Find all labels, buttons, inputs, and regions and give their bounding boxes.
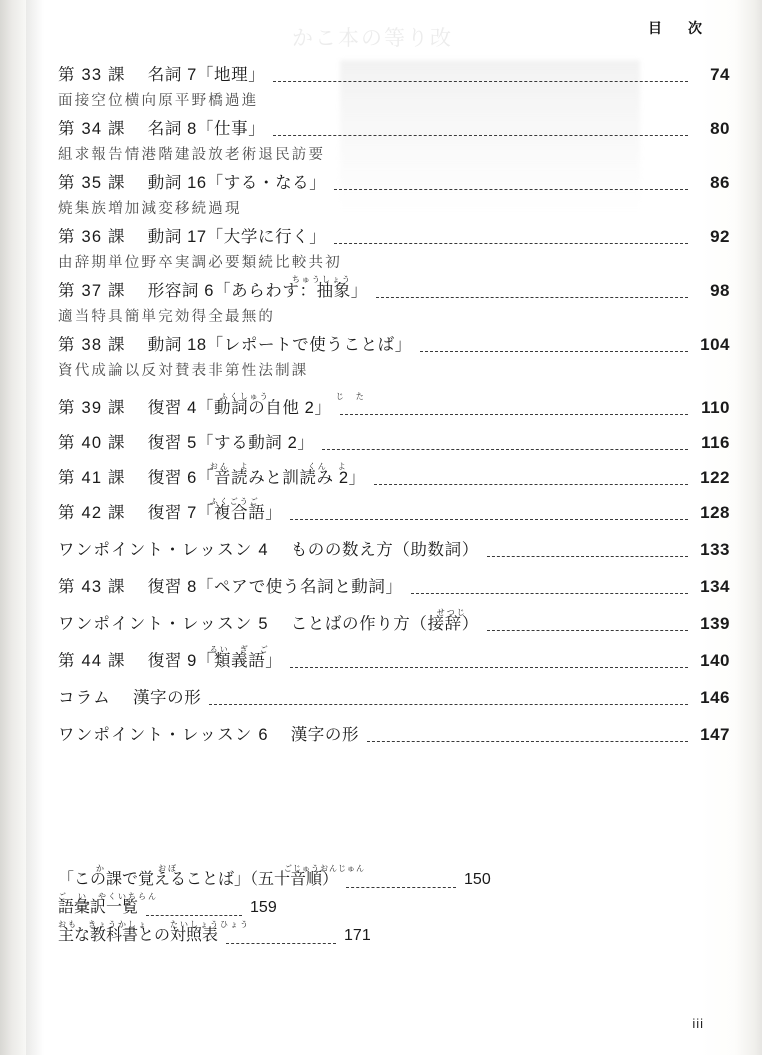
leader-dots — [487, 555, 688, 557]
toc-entry-title: 動詞 18「レポートで使うことば」 — [147, 336, 412, 354]
toc-lesson-number: 第 34 課 — [58, 120, 126, 138]
backmatter-label-text: 語彙訳一覧 — [58, 899, 139, 916]
backmatter-entry[interactable] — [58, 922, 730, 950]
toc-entry[interactable] — [58, 685, 730, 711]
toc-entry[interactable] — [58, 224, 730, 272]
toc-page-number: 74 — [710, 65, 730, 84]
toc-entry-title: ものの数え方（助数詞） — [290, 541, 479, 559]
toc-entry-title — [147, 392, 366, 421]
furigana: おも — [58, 920, 78, 929]
furigana: ふくごうご — [209, 497, 260, 506]
toc-entry-kanji-list: 由辞期単位野卒実調必要類続比較共初 — [58, 255, 342, 271]
toc-entry-title-text: 復習 7「複合語」 — [147, 504, 283, 522]
leader-dots — [290, 666, 688, 668]
toc-lesson-number: 第 38 課 — [58, 336, 126, 354]
backmatter-entry[interactable] — [58, 866, 730, 894]
toc-entry-title-text: ことばの作り方（接辞） — [290, 615, 479, 633]
toc-lesson-number: 第 33 課 — [58, 66, 126, 84]
toc-entry-kanji-list: 焼集族増加減変移続過現 — [58, 201, 242, 217]
toc-entry-kanji-list: 資代成論以反対賛表非第性法制課 — [58, 363, 309, 379]
toc-entry[interactable] — [58, 537, 730, 563]
toc-lesson-number: 第 39 課 — [58, 399, 126, 417]
section-spacer — [58, 386, 730, 395]
toc-lesson-number: ワンポイント・レッスン 4 — [58, 541, 269, 559]
toc-entry[interactable] — [58, 645, 730, 674]
furigana: おん よ — [209, 462, 250, 471]
toc-entry[interactable] — [58, 430, 730, 456]
toc-entry[interactable] — [58, 497, 730, 526]
backmatter-list — [58, 866, 730, 950]
toc-lesson-number: 第 40 課 — [58, 434, 126, 452]
toc-entry[interactable] — [58, 574, 730, 600]
toc-lesson-number: 第 41 課 — [58, 469, 126, 487]
leader-dots — [273, 134, 688, 136]
toc-entry-title: 動詞 16「する・なる」 — [147, 174, 327, 192]
backmatter-page-number: 159 — [250, 899, 277, 916]
leader-dots — [376, 296, 688, 298]
toc-page-number: 133 — [700, 540, 730, 559]
furigana: たいしょうひょう — [170, 920, 250, 929]
furigana: か — [96, 864, 106, 873]
toc-entry-title-text: 復習 6「音読みと訓読み 2」 — [147, 469, 366, 487]
leader-dots — [334, 242, 688, 244]
furigana: きょうかしょ — [88, 920, 148, 929]
leader-dots — [487, 629, 688, 631]
toc-lesson-number: 第 35 課 — [58, 174, 126, 192]
leader-dots — [226, 942, 336, 944]
furigana: ふくしゅう — [219, 392, 270, 401]
leader-dots — [346, 886, 456, 888]
leader-dots — [420, 350, 688, 352]
toc-entry-title: 復習 5「する動詞 2」 — [147, 434, 315, 452]
toc-entry-title — [147, 645, 283, 674]
toc-lesson-number: ワンポイント・レッスン 5 — [58, 615, 269, 633]
toc-entry[interactable] — [58, 392, 730, 421]
leader-dots — [290, 518, 688, 520]
toc-entry[interactable] — [58, 462, 730, 491]
backmatter-page-number: 150 — [464, 871, 491, 888]
furigana: せつじ — [436, 608, 467, 617]
toc-entry-title — [290, 608, 479, 637]
toc-entry-title: 漢字の形 — [290, 726, 360, 744]
toc-entry-title: 名詞 7「地理」 — [147, 66, 266, 84]
toc-entry-title: 名詞 8「仕事」 — [147, 120, 266, 138]
page-spine-shading — [0, 0, 26, 1055]
toc-entry-title-text: 形容詞 6「あらわす：抽象」 — [147, 282, 368, 300]
leader-dots — [322, 448, 688, 450]
toc-entry[interactable] — [58, 116, 730, 164]
page-content — [40, 0, 730, 1055]
toc-entry-kanji-list: 適当特具簡単完効得全最無的 — [58, 309, 276, 325]
toc-lesson-number: 第 37 課 — [58, 282, 126, 300]
toc-page-number: 104 — [700, 335, 730, 354]
leader-dots — [273, 80, 688, 82]
toc-page-number: 122 — [700, 468, 730, 487]
toc-lesson-number: 第 43 課 — [58, 578, 126, 596]
toc-page-number: 116 — [701, 433, 730, 452]
toc-entry[interactable] — [58, 170, 730, 218]
leader-dots — [209, 703, 688, 705]
toc-page-number: 139 — [700, 614, 730, 633]
toc-entry-kanji-list: 面接空位横向原平野橋過進 — [58, 93, 259, 109]
toc-entry-kanji-list: 組求報告情港階建設放老術退民訪要 — [58, 147, 326, 163]
furigana: るい ぎ ご — [209, 645, 270, 654]
backmatter-label — [58, 920, 250, 950]
backmatter-entry[interactable] — [58, 894, 730, 922]
bleed-through-text: かこ本の等り改 — [292, 27, 453, 50]
toc-page-number: 92 — [710, 227, 730, 246]
toc-entry-title: 動詞 17「大学に行く」 — [147, 228, 327, 246]
leader-dots — [374, 483, 688, 485]
toc-page-number: 98 — [710, 281, 730, 300]
backmatter-label-text: 主な教科書との対照表 — [58, 927, 219, 944]
furigana: くん よ — [307, 462, 348, 471]
toc-lesson-number: 第 42 課 — [58, 504, 126, 522]
leader-dots — [411, 592, 688, 594]
toc-entry-title — [147, 497, 283, 526]
toc-page-number: 134 — [700, 577, 730, 596]
backmatter-label-text: 「この課で覚えることば」（五十音順） — [58, 871, 339, 888]
backmatter-page-number: 171 — [344, 927, 371, 944]
leader-dots — [367, 740, 688, 742]
folio-page-number: iii — [692, 1016, 704, 1031]
furigana: おぼ — [158, 864, 178, 873]
toc-page-number: 140 — [700, 651, 730, 670]
toc-entry-title — [147, 275, 368, 304]
toc-entry-title-text: 復習 4「動詞の自他 2」 — [147, 399, 332, 417]
toc-page-number: 128 — [700, 503, 730, 522]
toc-entry[interactable] — [58, 332, 730, 380]
table-of-contents — [58, 62, 730, 749]
page-title: 目 次 — [648, 20, 708, 36]
toc-page-number: 80 — [710, 119, 730, 138]
toc-entry-title: 漢字の形 — [132, 689, 202, 707]
leader-dots — [334, 188, 688, 190]
toc-entry[interactable] — [58, 608, 730, 637]
toc-entry[interactable] — [58, 62, 730, 110]
toc-lesson-number: ワンポイント・レッスン 6 — [58, 726, 269, 744]
toc-page-number: 110 — [701, 398, 730, 417]
furigana: ごじゅうおんじゅん — [284, 864, 365, 873]
furigana: ご い やくいちらん — [58, 892, 158, 901]
toc-entry-title: 復習 8「ペアで使う名詞と動詞」 — [147, 578, 403, 596]
toc-entry[interactable] — [58, 722, 730, 748]
toc-lesson-number: コラム — [58, 689, 111, 707]
toc-entry[interactable] — [58, 275, 730, 326]
toc-entry-title-text: 復習 9「類義語」 — [147, 652, 283, 670]
leader-dots — [340, 413, 688, 415]
toc-page-number: 147 — [700, 725, 730, 744]
furigana: ちゅうしょう — [291, 275, 352, 284]
toc-page-number: 146 — [700, 688, 730, 707]
toc-lesson-number: 第 36 課 — [58, 228, 126, 246]
toc-page-number: 86 — [710, 173, 730, 192]
furigana: じ た — [335, 392, 366, 401]
toc-lesson-number: 第 44 課 — [58, 652, 126, 670]
toc-entry-title — [147, 462, 366, 491]
